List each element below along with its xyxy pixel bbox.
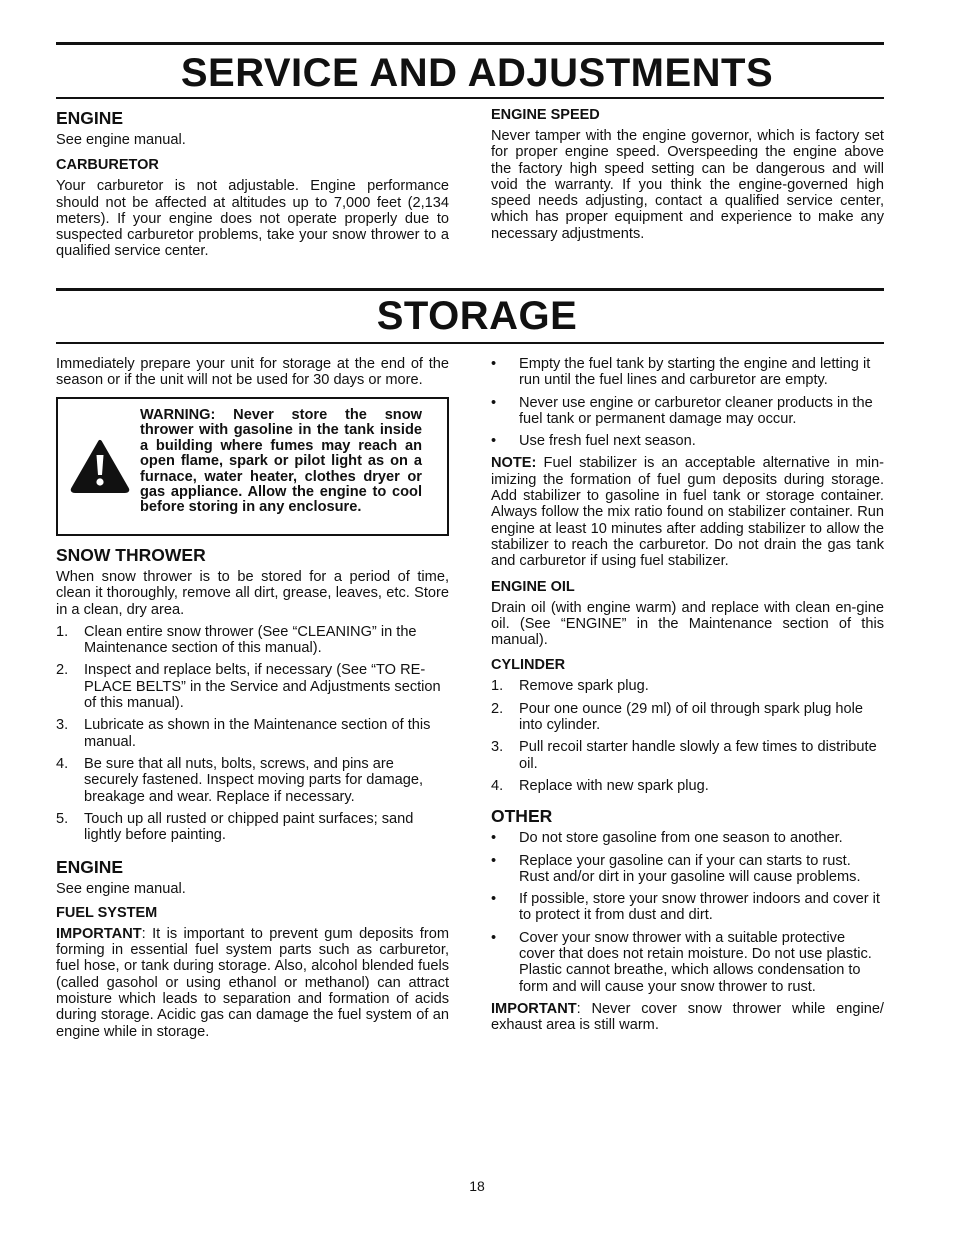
service-right-column [491, 106, 884, 248]
snow-thrower-text: When snow thrower is to be stored for a period of time, clean it thoroughly, remove all dirt, grease, leaves, etc. Store in a clean, dry area. [56, 569, 449, 618]
storage-right-column [491, 356, 884, 1040]
service-left-column [56, 108, 449, 266]
step-text: Pour one ounce (29 ml) of oil through spark plug hole into cylinder. [519, 700, 863, 734]
engine-text: See engine manual. [56, 132, 186, 148]
list-item [491, 678, 884, 694]
storage-intro [56, 356, 449, 395]
step-text: Pull recoil starter handle slowly a few times to distribute oil. [519, 739, 877, 772]
list-item [491, 930, 884, 995]
bullet: • [491, 356, 497, 372]
fuel-system-heading: FUEL SYSTEM [56, 904, 158, 921]
bullet-text: Use fresh fuel next season. [519, 433, 696, 450]
bullet-text: Empty the fuel tank by starting the engine and letting it run until the fuel lines and carburetor are empty. [519, 356, 871, 389]
other-bullets [491, 830, 884, 995]
warning-box [56, 397, 449, 536]
storage-engine-text: See engine manual. [56, 881, 186, 898]
list-item [56, 811, 449, 844]
page-number: 18 [469, 1178, 485, 1194]
bullet: • [491, 929, 497, 946]
storage-intro-text: Immediately prepare your unit for storage at the end of the season or if the unit will not be used for 30 days or more. [56, 356, 449, 389]
carburetor-heading: CARBURETOR [56, 157, 159, 174]
list-item [491, 739, 884, 772]
bullet-text: Do not store gasoline from one season to another. [519, 830, 843, 847]
storage-left-column [56, 545, 449, 1046]
cylinder-heading: CYLINDER [491, 657, 566, 674]
warning-triangle-icon [70, 439, 130, 493]
step-number: 2. [56, 662, 69, 679]
list-item [56, 662, 449, 711]
engine-oil-heading: ENGINE OIL [491, 578, 575, 595]
step-number: 4. [56, 755, 69, 772]
list-item [491, 433, 884, 449]
step-text: Lubricate as shown in the Maintenance section of this manual. [84, 717, 431, 750]
list-item [491, 395, 884, 428]
note-text: Fuel stabilizer is an acceptable alternative in min-imizing the formation of fuel gum deposits during storage. Add stabilizer to gasoline in fuel tank or storage container. Always follow the mix ratio found on stabilizer container. Run engine at least 10 minutes after adding stabilizer to allow the stabilizer to reach the carburetor. Do not drain the gas tank and carburetor if using fuel stabilizer. [491, 455, 884, 570]
service-title-underline [56, 97, 884, 99]
list-item [491, 853, 884, 886]
engine-oil-text: Drain oil (with engine warm) and replace with clean en-gine oil. (See “ENGINE” in the Maintenance section of this manual). [491, 599, 884, 649]
service-title: SERVICE AND ADJUSTMENTS [180, 51, 774, 95]
final-important-text: : Never cover snow thrower while engine/ exhaust area is still warm. [491, 1000, 884, 1034]
bullet: • [491, 891, 497, 908]
bullet: • [491, 433, 497, 450]
note-paragraph [491, 455, 884, 569]
carburetor-text: Your carburetor is not adjustable. Engine performance should not be affected at altitudes up to 7,000 feet (2,134 meters). If your engine does not operate properly due to suspected carburetor problems, take your snow thrower to a qualified service center. [56, 178, 449, 260]
engine-speed-heading: ENGINE SPEED [491, 107, 600, 123]
list-item [491, 891, 884, 924]
step-number: 2. [491, 700, 504, 717]
step-text: Be sure that all nuts, bolts, screws, and pins are securely fastened. Inspect moving parts for damage, breakage and wear. Replace if necessary. [84, 755, 424, 805]
list-item [491, 830, 884, 846]
bullet-text: Cover your snow thrower with a suitable protective cover that does not retain moisture. Do not use plastic. Plastic cannot breathe, which allows condensation to form and will cause your snow thrower to rust. [519, 929, 872, 995]
important-label: IMPORTANT [56, 925, 142, 942]
step-number: 5. [56, 810, 69, 827]
other-heading: OTHER [491, 806, 553, 827]
bullet-text: Never use engine or carburetor cleaner products in the fuel tank or permanent damage may occur. [519, 394, 873, 427]
step-number: 4. [491, 777, 504, 794]
list-item [491, 778, 884, 794]
bullet: • [491, 394, 497, 411]
fuel-system-text [56, 926, 449, 1040]
step-number: 1. [56, 623, 69, 640]
storage-engine-heading: ENGINE [56, 857, 124, 878]
storage-title: STORAGE [376, 294, 578, 338]
warning-text: WARNING: Never store the snow thrower with gasoline in the tank inside a building where fumes may reach an open flame, spark or pilot light as on a furnace, water heater, clothes dryer or gas appliance. Allow the engine to cool before storing in any enclosure. [140, 407, 422, 516]
step-number: 3. [491, 739, 504, 756]
engine-speed-text: Never tamper with the engine governor, which is factory set for proper engine speed. Overspeeding the engine above the factory high speed setting can be dangerous and will void the warranty. If you think the engine-governed high speed needs adjusting, contact a qualified service center, which has proper equipment and experience to make any necessary adjustments. [491, 128, 884, 242]
list-item [491, 701, 884, 734]
bullet: • [491, 830, 497, 847]
bullet-text: If possible, store your snow thrower indoors and cover it to protect it from dust and dirt. [519, 891, 880, 924]
step-text: Touch up all rusted or chipped paint surfaces; sand lightly before painting. [84, 810, 414, 844]
bullet: • [491, 852, 497, 869]
engine-heading: ENGINE [56, 108, 124, 128]
storage-title-underline [56, 342, 884, 344]
note-label: NOTE: [491, 455, 537, 472]
top-rule [56, 42, 884, 45]
step-text: Remove spark plug. [519, 678, 649, 695]
step-number: 3. [56, 717, 69, 734]
important-label: IMPORTANT [491, 1000, 577, 1017]
final-important-paragraph [491, 1001, 884, 1034]
bullet-text: Replace your gasoline can if your can starts to rust. Rust and/or dirt in your gasoline will cause problems. [519, 852, 861, 885]
step-text: Replace with new spark plug. [519, 777, 709, 794]
snow-thrower-heading: SNOW THROWER [56, 545, 206, 565]
fuel-important-text: : It is important to prevent gum deposits from forming in essential fuel system parts such as carburetor, fuel hose, or tank during storage. Also, alcohol blended fuels (called gasohol or using ethanol or methanol) can attract moisture which leads to separation and formation of acids during storage. Acidic gas can damage the fuel system of an engine while in storage. [56, 925, 449, 1040]
list-item [491, 356, 884, 389]
list-item [56, 756, 449, 805]
cylinder-steps [491, 678, 884, 794]
step-text: Inspect and replace belts, if necessary (See “TO RE-PLACE BELTS” in the Service and Adjustments section of this manual). [84, 662, 441, 712]
list-item [56, 624, 449, 657]
fuel-bullets [491, 356, 884, 449]
list-item [56, 717, 449, 750]
step-text: Clean entire snow thrower (See “CLEANING” in the Maintenance section of this manual). [84, 623, 417, 657]
snow-thrower-steps [56, 624, 449, 844]
step-number: 1. [491, 678, 504, 695]
storage-top-rule [56, 288, 884, 291]
